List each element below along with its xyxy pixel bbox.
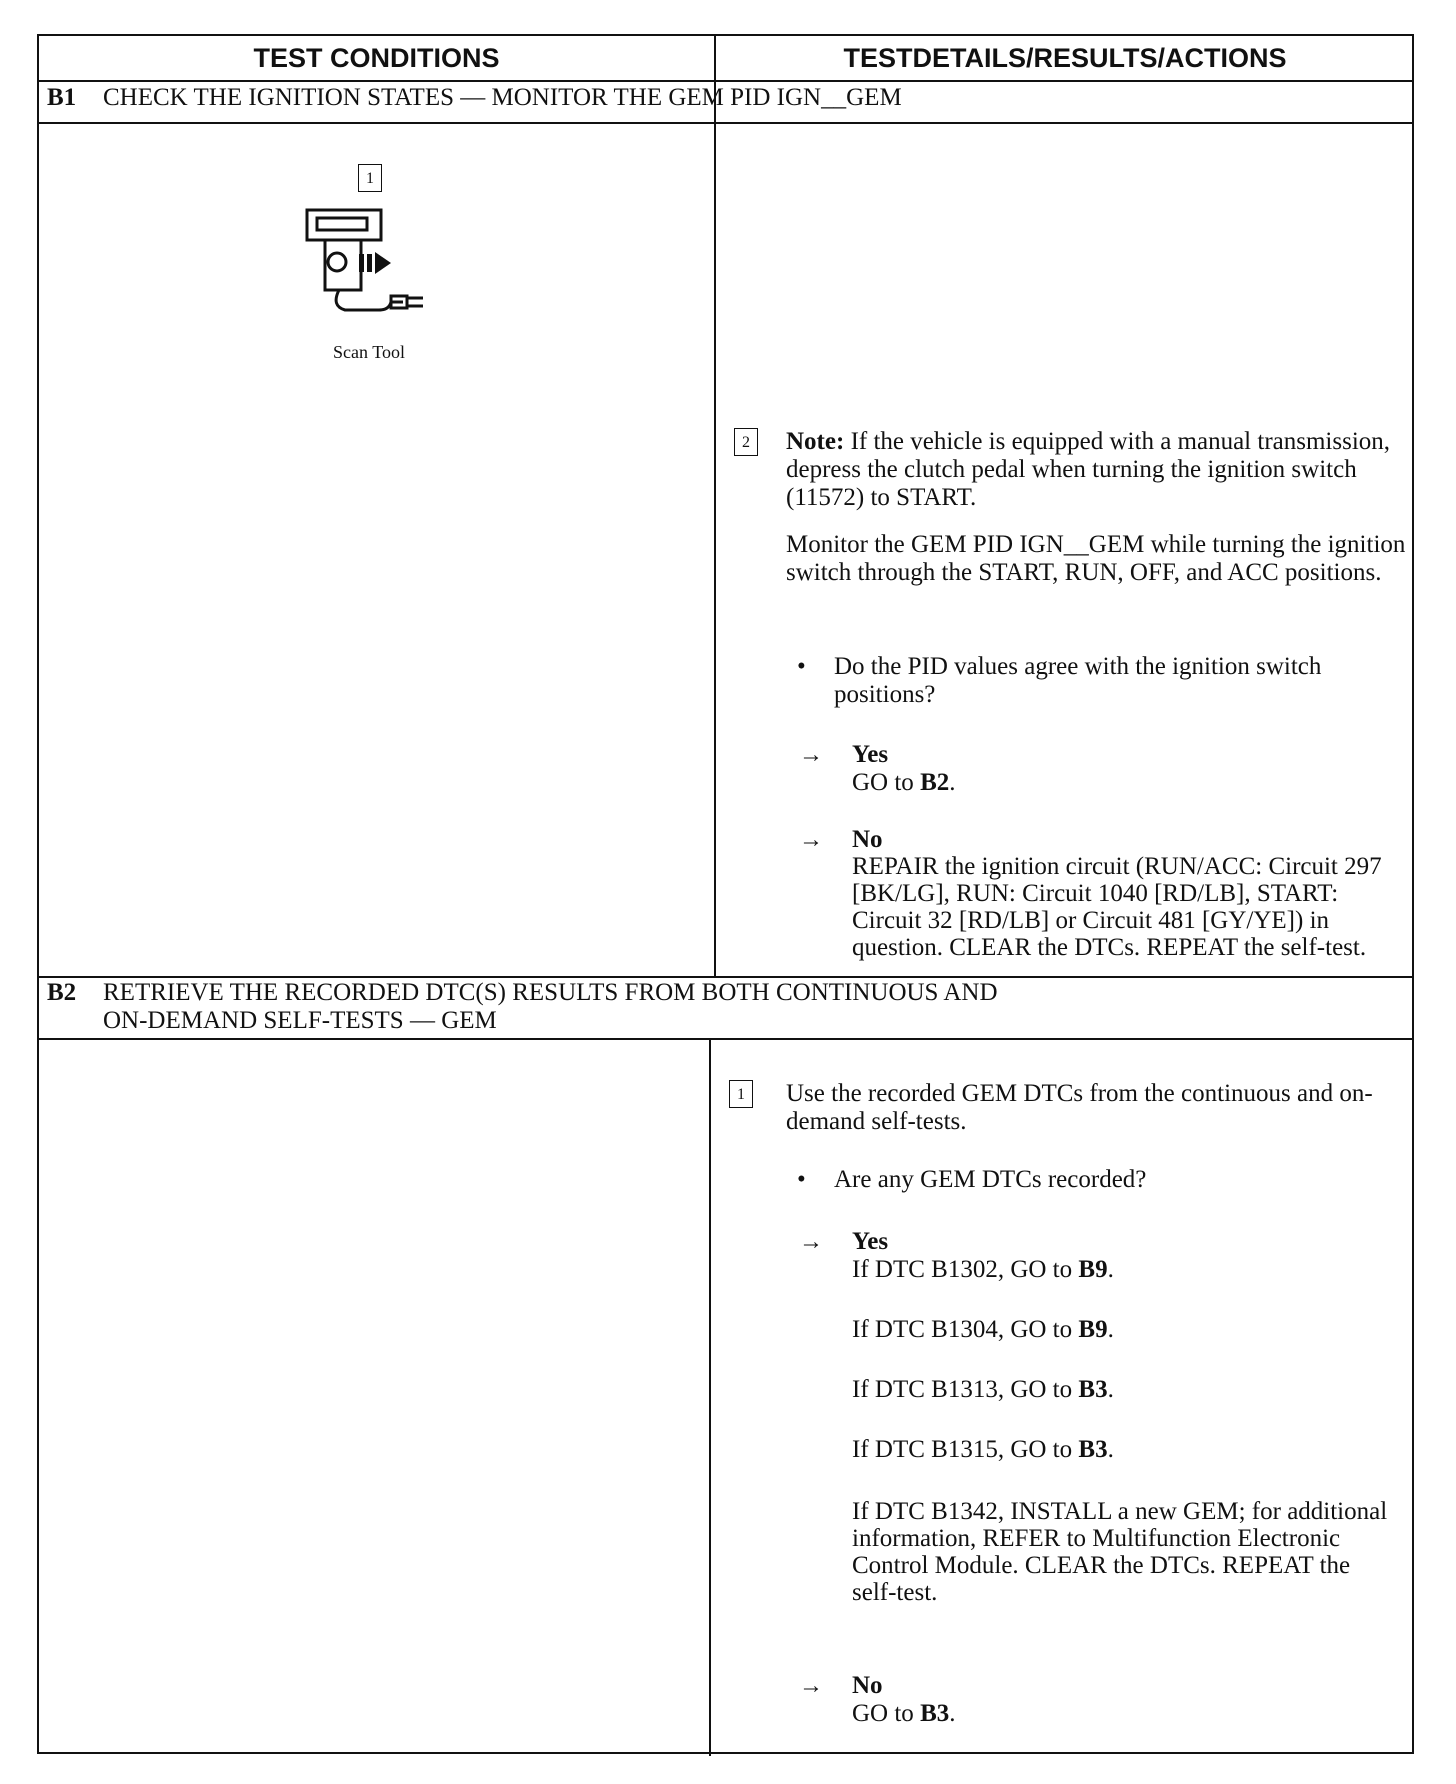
- diagnostic-table: [37, 34, 1414, 1754]
- no-answer: No GO to B3.: [852, 1672, 956, 1727]
- dtc-action: If DTC B1313, GO to B3.: [852, 1376, 1114, 1403]
- no-label: No: [852, 1672, 883, 1699]
- divider: [39, 122, 1412, 124]
- yes-action-pre: GO to: [852, 769, 921, 796]
- column-divider: [714, 36, 716, 976]
- question-text: Are any GEM DTCs recorded?: [834, 1166, 1147, 1193]
- dtc-action: If DTC B1315, GO to B3.: [852, 1436, 1114, 1463]
- no-answer: [852, 826, 1404, 961]
- divider: [39, 1038, 1412, 1040]
- step-id: B2: [47, 979, 77, 1006]
- bullet-icon: •: [797, 653, 806, 680]
- arrow-right-icon: →: [799, 827, 823, 853]
- note-label: Note:: [786, 428, 845, 455]
- column-divider: [709, 1038, 711, 1756]
- yes-label: Yes: [852, 741, 889, 768]
- monitor-instruction: Monitor the GEM PID IGN__GEM while turning the ignition switch through the START, RUN, OFF, and ACC positions.: [786, 531, 1406, 586]
- yes-action-post: .: [949, 769, 956, 796]
- header-test-conditions: TEST CONDITIONS: [253, 43, 500, 73]
- yes-answer: [852, 741, 1402, 797]
- no-action: REPAIR the ignition circuit (RUN/ACC: Circuit 297 [BK/LG], RUN: Circuit 1040 [RD/LB], START: Circuit 32 [RD/LB] or Circuit 481 [GY/YE]) in question. CLEAR the DTCs. REPEAT the self-test.: [852, 853, 1382, 961]
- arrow-right-icon: →: [799, 1229, 823, 1255]
- yes-answer: [852, 1228, 1402, 1256]
- step-b1-title: [47, 84, 902, 112]
- yes-target: B2: [920, 769, 950, 796]
- dtc-b1342-action: If DTC B1342, INSTALL a new GEM; for additional information, REFER to Multifunction Electronic Control Module. CLEAR the DTCs. REPEAT the self-test.: [852, 1498, 1388, 1606]
- step-title-text: CHECK THE IGNITION STATES — MONITOR THE GEM PID IGN__GEM: [103, 84, 902, 111]
- step-number-box: 1: [729, 1080, 753, 1108]
- scan-tool-caption: Scan Tool: [333, 342, 405, 362]
- step-title-line1: RETRIEVE THE RECORDED DTC(S) RESULTS FROM BOTH CONTINUOUS AND: [103, 979, 998, 1006]
- dtc-action: If DTC B1304, GO to B9.: [852, 1316, 1114, 1343]
- step-title-line2: ON-DEMAND SELF-TESTS — GEM: [103, 1007, 497, 1034]
- step-id: B1: [47, 84, 77, 111]
- divider: [39, 976, 1412, 978]
- step-number-box: 1: [358, 164, 382, 192]
- header-test-details: TESTDETAILS/RESULTS/ACTIONS: [843, 43, 1287, 73]
- use-dtcs-instruction: Use the recorded GEM DTCs from the continuous and on-demand self-tests.: [786, 1080, 1373, 1135]
- no-label: No: [852, 826, 883, 853]
- note-text: If the vehicle is equipped with a manual transmission, depress the clutch pedal when turning the ignition switch (11572) to START.: [786, 428, 1391, 511]
- yes-label: Yes: [852, 1228, 889, 1255]
- arrow-right-icon: →: [799, 742, 823, 768]
- divider: [39, 80, 1412, 82]
- bullet-icon: •: [797, 1166, 806, 1193]
- scan-tool-icon: [299, 206, 439, 326]
- question-text: Do the PID values agree with the ignition switch positions?: [834, 653, 1322, 708]
- step-number-box: 2: [734, 428, 758, 456]
- dtc-action: If DTC B1302, GO to B9.: [852, 1256, 1114, 1283]
- step-b2-title: [47, 979, 998, 1035]
- note-paragraph: [786, 428, 1406, 512]
- arrow-right-icon: →: [799, 1673, 823, 1699]
